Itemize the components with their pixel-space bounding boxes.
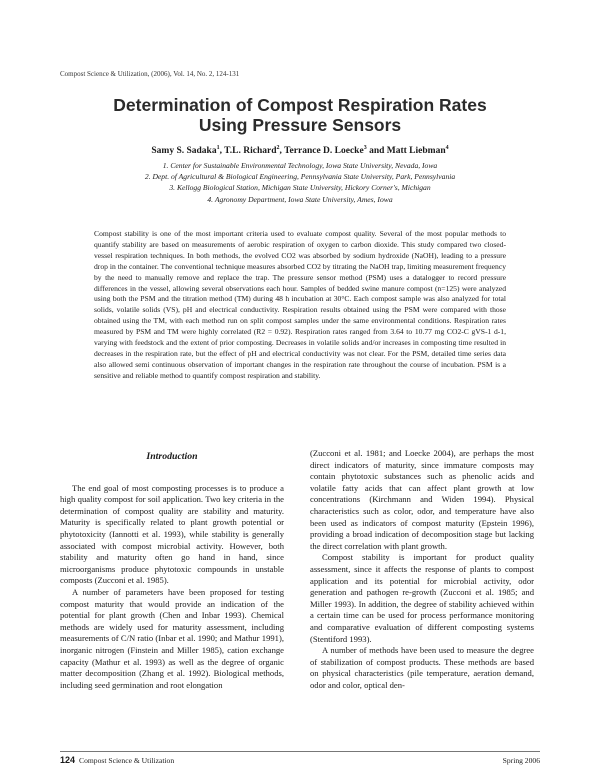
author-3-sup: 3 — [363, 145, 367, 151]
affiliation-3: 3. Kellogg Biological Station, Michigan State University, Hickory Corner's, Michigan — [169, 183, 431, 193]
author-2-sup: 2 — [276, 145, 280, 151]
author-list — [0, 145, 600, 156]
footer-journal: Compost Science & Utilization — [79, 756, 175, 765]
footer-rule — [60, 751, 540, 752]
author-1-sup: 1 — [216, 145, 220, 151]
title-line-1: Determination of Compost Respiration Rates — [113, 95, 487, 115]
author-4: and Matt Liebman — [366, 146, 446, 157]
affiliation-2: 2. Dept. of Agricultural & Biological Engineering, Pennsylvania State University, Park, Pennsylvania — [144, 172, 456, 182]
affiliation-4: 4. Agronomy Department, Iowa State University, Ames, Iowa — [207, 194, 393, 204]
author-2: , T.L. Richard — [219, 146, 277, 157]
left-column — [60, 447, 284, 691]
left-paragraph-1: The end goal of most composting processes is to produce a high quality compost for soil application. Two key criteria in the determination of compost quality are stability and maturity. Maturity is specifically related to plant growth potential or phytotoxicity (Iannotti et al. 1993), while stability is generally associated with compost microbial activity. However, both stability and maturity often go hand in hand, since microorganisms produce phytotoxic compounds in unstable composts (Zucconi et al. 1985). — [60, 482, 284, 586]
paper-title — [0, 95, 600, 135]
left-paragraph-2: A number of parameters have been proposed for testing compost maturity that would provide an indication of the potential for plant growth (Chen and Inbar 1993). Chemical methods are widely used for maturity assessment, including measurements of C/N ratio (Inbar et al. 1990; and Mathur 1991), inorganic nitrogen (Finstein and Miller 1985), cation exchange capacity (Mathur et al. 1993) as well as the degree of organic matter decomposition (Zhang et al. 1992). Biological methods, including seed germination and root elongation — [60, 586, 284, 690]
footer-season: Spring 2006 — [502, 756, 540, 765]
title-line-2: Using Pressure Sensors — [198, 115, 402, 135]
abstract — [94, 229, 506, 382]
right-column — [310, 448, 534, 691]
affiliations — [0, 160, 600, 205]
page-footer — [60, 755, 540, 765]
author-1: Samy S. Sadaka — [151, 146, 217, 157]
abstract-text: Compost stability is one of the most important criteria used to evaluate compost quality. Several of the most popular methods to quantify stability are based on measurements of aerobic respiration of oxygen to carbon dioxide. This study compared two closed-vessel respiration techniques. In both methods, the evolved CO2 was absorbed by sodium hydroxide (NaOH), leading to a pressure drop in the container. The conventional technique measures absorbed CO2 by titrating the NaOH trap, limiting measurement frequency by the need to manually remove and replace the trap. The pressure sensor method (PSM) uses a datalogger to record pressure differences in the vessel, allowing several observations each hour. Samples of bedded swine manure compost (n=125) were analyzed using both the PSM and the titration method (TM) during 48 h incubation at 30°C. Each compost sample was also analyzed for total solids, volatile solids (VS), pH and electrical conductivity. Respiration results obtained using the PSM were compared with those obtained using the TM, with each method run on split compost samples under the same environmental conditions. Respiration rates measured by PSM and TM were highly correlated (R2 = 0.92). Respiration rates ranged from 3.64 to 10.77 mg CO2-C gVS-1 d-1, varying with feedstock and the extent of prior composting. Decreases in volatile solids and/or increases in composting time resulted in decreases in the respiration rate, but the effect of pH and electrical conductivity was not clear. For the PSM, detailed time series data also allowed semi continuous observation of important changes in the respiration rate throughout the course of incubation. PSM is a sensitive and reliable method to quantify compost respiration and stability. — [94, 229, 506, 380]
right-paragraph-3: A number of methods have been used to measure the degree of stabilization of compost products. These methods are based on physical characteristics (pile temperature, aeration demand, odor and color, optical den- — [310, 645, 534, 690]
journal-citation: Compost Science & Utilization, (2006), Vol. 14, No. 2, 124-131 — [60, 70, 240, 78]
right-paragraph-2: Compost stability is important for product quality assessment, since it affects the response of plants to compost application and its potential for microbial activity, odor generation and pathogen re-growth (Zucconi et al. 1985; and Miller 1993). In addition, the degree of stability achieved within a certain time can be used for process performance monitoring and comparative evaluation of different composting systems (Stentiford 1993). — [310, 552, 534, 644]
footer-left — [60, 755, 174, 765]
affiliation-1: 1. Center for Sustainable Environmental Technology, Iowa State University, Nevada, Iowa — [162, 161, 438, 170]
author-3: , Terrance D. Loecke — [279, 146, 364, 157]
author-4-sup: 4 — [445, 145, 449, 151]
introduction-heading: Introduction — [146, 451, 198, 462]
page-number: 124 — [60, 755, 76, 765]
right-paragraph-1: (Zucconi et al. 1981; and Loecke 2004), are perhaps the most direct indicators of maturity, since immature composts may contain phytotoxic substances such as phenolic acids and volatile fatty acids that can affect plant growth at low concentrations (Kirchmann and Widen 1994). Physical characteristics such as color, odor, and temperature have also been used as indicators of compost maturity (Epstein 1996), providing a broad indication of decomposition stage but lacking the direct correlation with plant growth. — [310, 448, 534, 551]
